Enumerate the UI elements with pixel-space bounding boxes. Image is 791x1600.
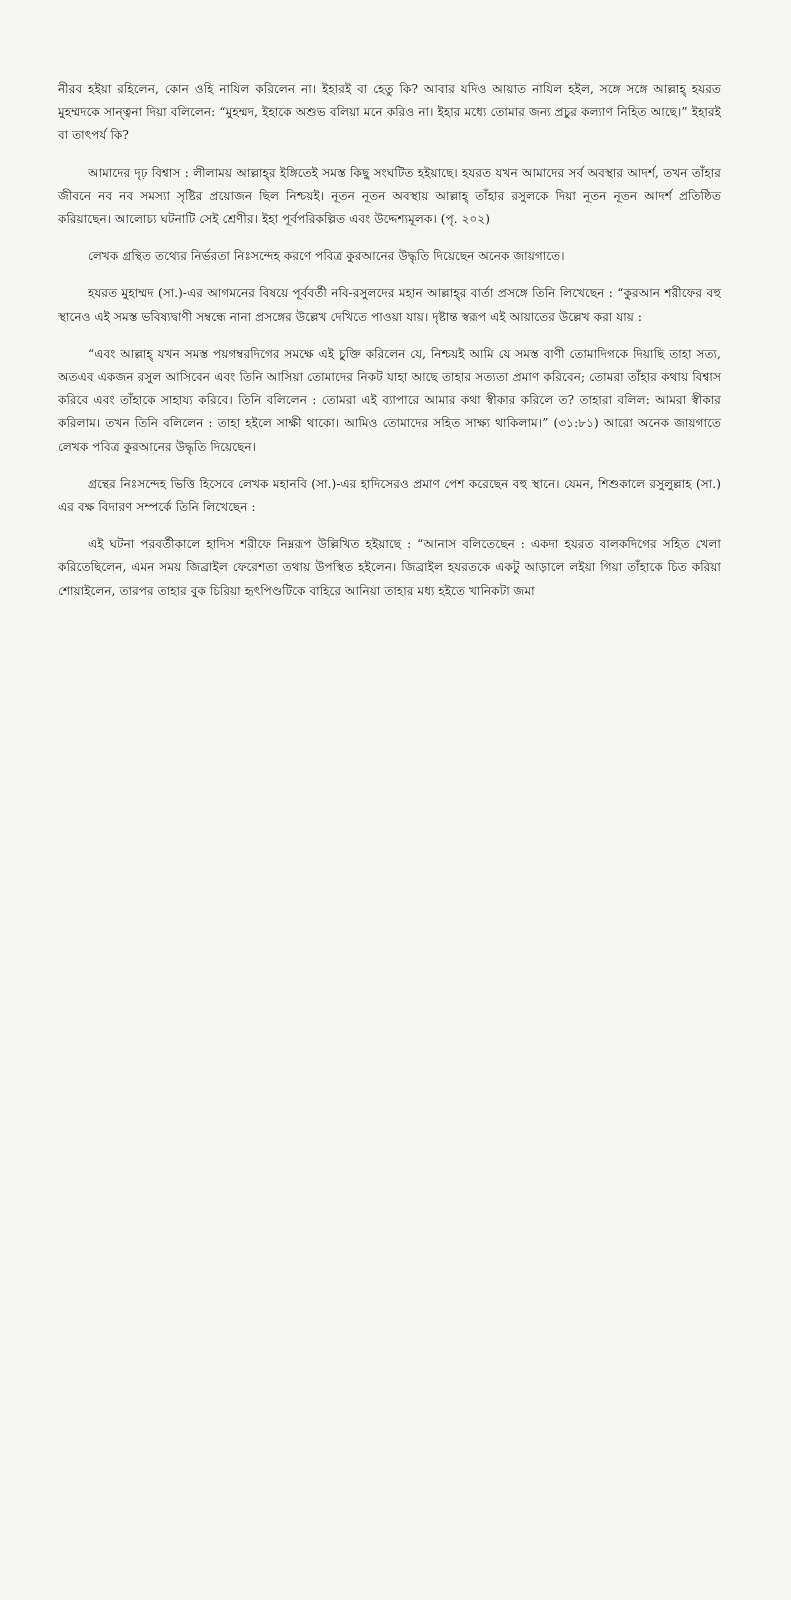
paragraph-hadith: গ্রন্থের নিঃসন্দেহ ভিত্তি হিসেবে লেখক মহানবি (সা.)-এর হাদিসেরও প্রমাণ পেশ করেছেন বহু স্থানে। যেমন, শিশুকালে রসুলুল্লাহ (সা.) এর বক্ষ বিদারণ সম্পর্কে তিনি লিখেছেন : — [58, 476, 721, 515]
paragraph-prophecy: হযরত মুহাম্মদ (সা.)-এর আগমনের বিষয়ে পূর্ববর্তী নবি-রসুলদের মহান আল্লাহ্‌র বার্তা প্রসঙ্গে তিনি লিখেছেন : “কুরআন শরীফের বহু স্থানেও এই সমস্ত ভবিষ্যদ্বাণী সম্বন্ধে নানা প্রসঙ্গের উল্লেখ দেখিতে পাওয়া যায়। দৃষ্টান্ত স্বরূপ এই আয়াতের উল্লেখ করা যায় : — [58, 286, 721, 324]
paragraph-anas-narration: এই ঘটনা পরবর্তীকালে হাদিস শরীফে নিম্নরূপ উল্লিখিত হইয়াছে : “আনাস বলিতেছেন : একদা হযরত বালকদিগের সহিত খেলা করিতেছিলেন, এমন সময় জিব্রাইল ফেরেশতা তথায় উপস্থিত হইলেন। জিব্রাইল হযরতকে একটু আড়ালে লইয়া গিয়া তাঁহাকে চিত করিয়া শোয়াইলেন, তারপর তাহার বুক চিরিয়া হৃৎপিণ্ডটিকে বাহিরে আনিয়া তাহার মধ্য হইতে খানিকটা জমা — [58, 537, 721, 598]
paragraph-quran-quote: “এবং আল্লাহ্‌ যখন সমস্ত পয়গম্বরদিগের সমক্ষে এই চুক্তি করিলেন যে, নিশ্চয়ই আমি যে সমস্ত বাণী তোমাদিগকে দিয়াছি তাহা সত্য, অতএব একজন রসুল আসিবেন এবং তিনি আসিয়া তোমাদের নিকট যাহা আছে তাহার সত্যতা প্রমাণ করিবেন; তোমরা তাঁহার কথায় বিশ্বাস করিবে এবং তাঁহাকে সাহায্য করিবে। তিনি বলিলেন : তোমরা এই ব্যাপারে আমার কথা স্বীকার করিলে ত? তাহারা বলিল: আমরা স্বীকার করিলাম। তখন তিনি বলিলেন : তাহা হইলে সাক্ষী থাকো। আমিও তোমাদের সহিত সাক্ষ্য থাকিলাম।” (৩১:৮১) আরো অনেক জায়গাতে লেখক পবিত্র কুরআনের উদ্ধৃতি দিয়েছেন। — [58, 346, 721, 454]
paragraph-author-quran-note: লেখক গ্রন্থিত তথ্যের নির্ভরতা নিঃসন্দেহ করণে পবিত্র কুরআনের উদ্ধৃতি দিয়েছেন অনেক জায়গাতে। — [88, 249, 565, 264]
paragraph-intro-continuation: নীরব হইয়া রহিলেন, কোন ওহি নাযিল করিলেন না। ইহারই বা হেতু কি? আবার যদিও আয়াত নাযিল হইল, সঙ্গে সঙ্গে আল্লাহ্‌ হযরত মুহম্মদকে সান্ত্বনা দিয়া বলিলেন: “মুহম্মদ, ইহাকে অশুভ বলিয়া মনে করিও না। ইহার মধ্যে তোমার জন্য প্রচুর কল্যাণ নিহিত আছে।” ইহারই বা তাৎপর্য কি? — [58, 82, 721, 143]
paragraph-belief: আমাদের দৃঢ় বিশ্বাস : লীলাময় আল্লাহ্‌র ইঙ্গিতেই সমস্ত কিছু সংঘটিত হইয়াছে। হযরত যখন আমাদের সর্ব অবস্থার আদর্শ, তখন তাঁহার জীবনে নব নব সমস্যা সৃষ্টির প্রয়োজন ছিল নিশ্চয়ই। নূতন নূতন অবস্থায় আল্লাহ্‌ তাঁহার রসুলকে দিয়া নূতন নূতন আদর্শ প্রতিষ্ঠিত করিয়াছেন। আলোচ্য ঘটনাটি সেই শ্রেণীর। ইহা পূর্বপরিকল্পিত এবং উদ্দেশ্যমূলক। (পৃ. ২০২) — [58, 165, 721, 227]
